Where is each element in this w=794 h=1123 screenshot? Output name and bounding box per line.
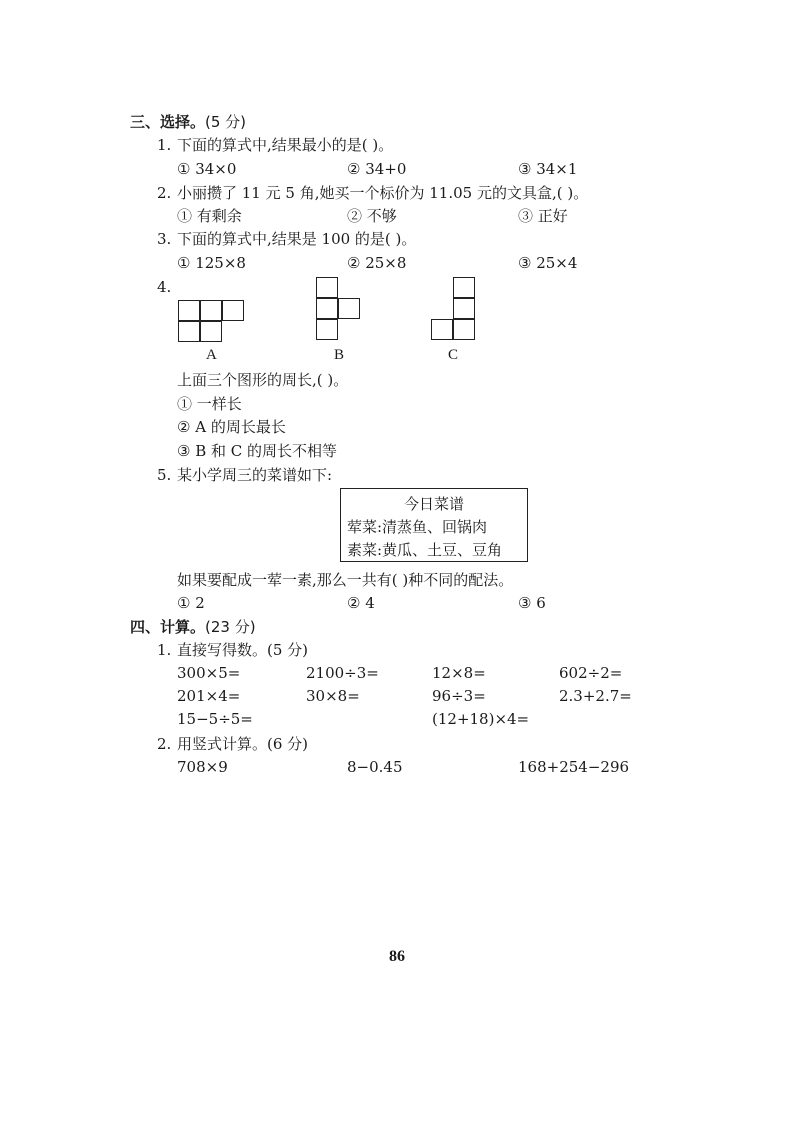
q5-option-1: ① 2 (177, 594, 205, 612)
calc-item: 201×4= (177, 687, 241, 705)
menu-title: 今日菜谱 (403, 495, 464, 513)
q5-question: 如果要配成一荤一素,那么一共有( )种不同的配法。 (177, 571, 514, 589)
shape-a-cell (222, 300, 244, 321)
q3-option-1: ① 125×8 (177, 254, 246, 272)
q2-option-3: ③ 正好 (518, 207, 568, 225)
q5-option-3: ③ 6 (518, 594, 546, 612)
shape-b-cell (316, 298, 338, 319)
q3-option-2: ② 25×8 (347, 254, 407, 272)
q2-option-2: ② 不够 (347, 207, 397, 225)
calc-item: 300×5= (177, 664, 241, 682)
shape-b-label: B (334, 347, 345, 363)
shape-b-cell (316, 319, 338, 340)
calc-q2-number: 2. (157, 735, 172, 753)
calc-q1-text: 直接写得数。(5 分) (177, 641, 309, 659)
calc-item: 2.3+2.7= (559, 687, 632, 705)
q4-option-2: ② A 的周长最长 (177, 418, 286, 436)
menu-meat-dishes: 荤菜:清蒸鱼、回锅肉 (347, 518, 488, 536)
calc-item: 602÷2= (559, 664, 623, 682)
calc-q2-text: 用竖式计算。(6 分) (177, 735, 309, 753)
section-4-title (130, 617, 256, 637)
calc-item: 2100÷3= (306, 664, 379, 682)
calc-item: 12×8= (432, 664, 486, 682)
shape-c-cell (453, 277, 475, 298)
q5-text: 某小学周三的菜谱如下: (177, 466, 333, 484)
q4-number: 4. (157, 278, 172, 296)
vertical-calc-item: 8−0.45 (347, 758, 403, 776)
menu-vegetable-dishes: 素菜:黄瓜、土豆、豆角 (347, 541, 503, 559)
section-3-heading: 三、选择。 (130, 113, 206, 131)
shape-b-cell (338, 298, 360, 319)
q3-text: 下面的算式中,结果是 100 的是( )。 (177, 230, 417, 248)
shape-c (431, 277, 479, 343)
shape-b-cell (316, 277, 338, 298)
q3-option-3: ③ 25×4 (518, 254, 578, 272)
shape-a-cell (200, 300, 222, 321)
calc-item: (12+18)×4= (432, 710, 530, 728)
shape-a (178, 300, 248, 344)
q3-number: 3. (157, 230, 172, 248)
shape-c-label: C (448, 347, 459, 363)
shape-c-cell (431, 319, 453, 340)
shape-c-cell (453, 319, 475, 340)
shape-a-cell (178, 321, 200, 342)
q2-text: 小丽攒了 11 元 5 角,她买一个标价为 11.05 元的文具盒,( )。 (177, 184, 589, 202)
menu-box (340, 488, 528, 562)
q1-option-3: ③ 34×1 (518, 160, 578, 178)
page-number: 86 (389, 948, 405, 965)
q2-number: 2. (157, 184, 172, 202)
calc-item: 15−5÷5= (177, 710, 253, 728)
calc-item: 96÷3= (432, 687, 486, 705)
shape-a-cell (200, 321, 222, 342)
section-3-score: (5 分) (205, 113, 247, 131)
q1-option-2: ② 34+0 (347, 160, 407, 178)
shape-a-label: A (206, 347, 217, 363)
vertical-calc-item: 708×9 (177, 758, 228, 776)
q5-number: 5. (157, 466, 172, 484)
q4-option-3: ③ B 和 C 的周长不相等 (177, 442, 338, 460)
shape-c-cell (453, 298, 475, 319)
section-4-heading: 四、计算。 (130, 618, 206, 636)
q4-text: 上面三个图形的周长,( )。 (177, 371, 349, 389)
q4-option-1: ① 一样长 (177, 395, 242, 413)
section-3-title (130, 112, 246, 132)
q1-text: 下面的算式中,结果最小的是( )。 (177, 136, 394, 154)
q1-number: 1. (157, 136, 172, 154)
shape-b (316, 277, 364, 343)
shape-a-cell (178, 300, 200, 321)
calc-item: 30×8= (306, 687, 360, 705)
q2-option-1: ① 有剩余 (177, 207, 242, 225)
vertical-calc-item: 168+254−296 (518, 758, 630, 776)
q1-option-1: ① 34×0 (177, 160, 237, 178)
calc-q1-number: 1. (157, 641, 172, 659)
section-4-score: (23 分) (205, 618, 256, 636)
q5-option-2: ② 4 (347, 594, 375, 612)
